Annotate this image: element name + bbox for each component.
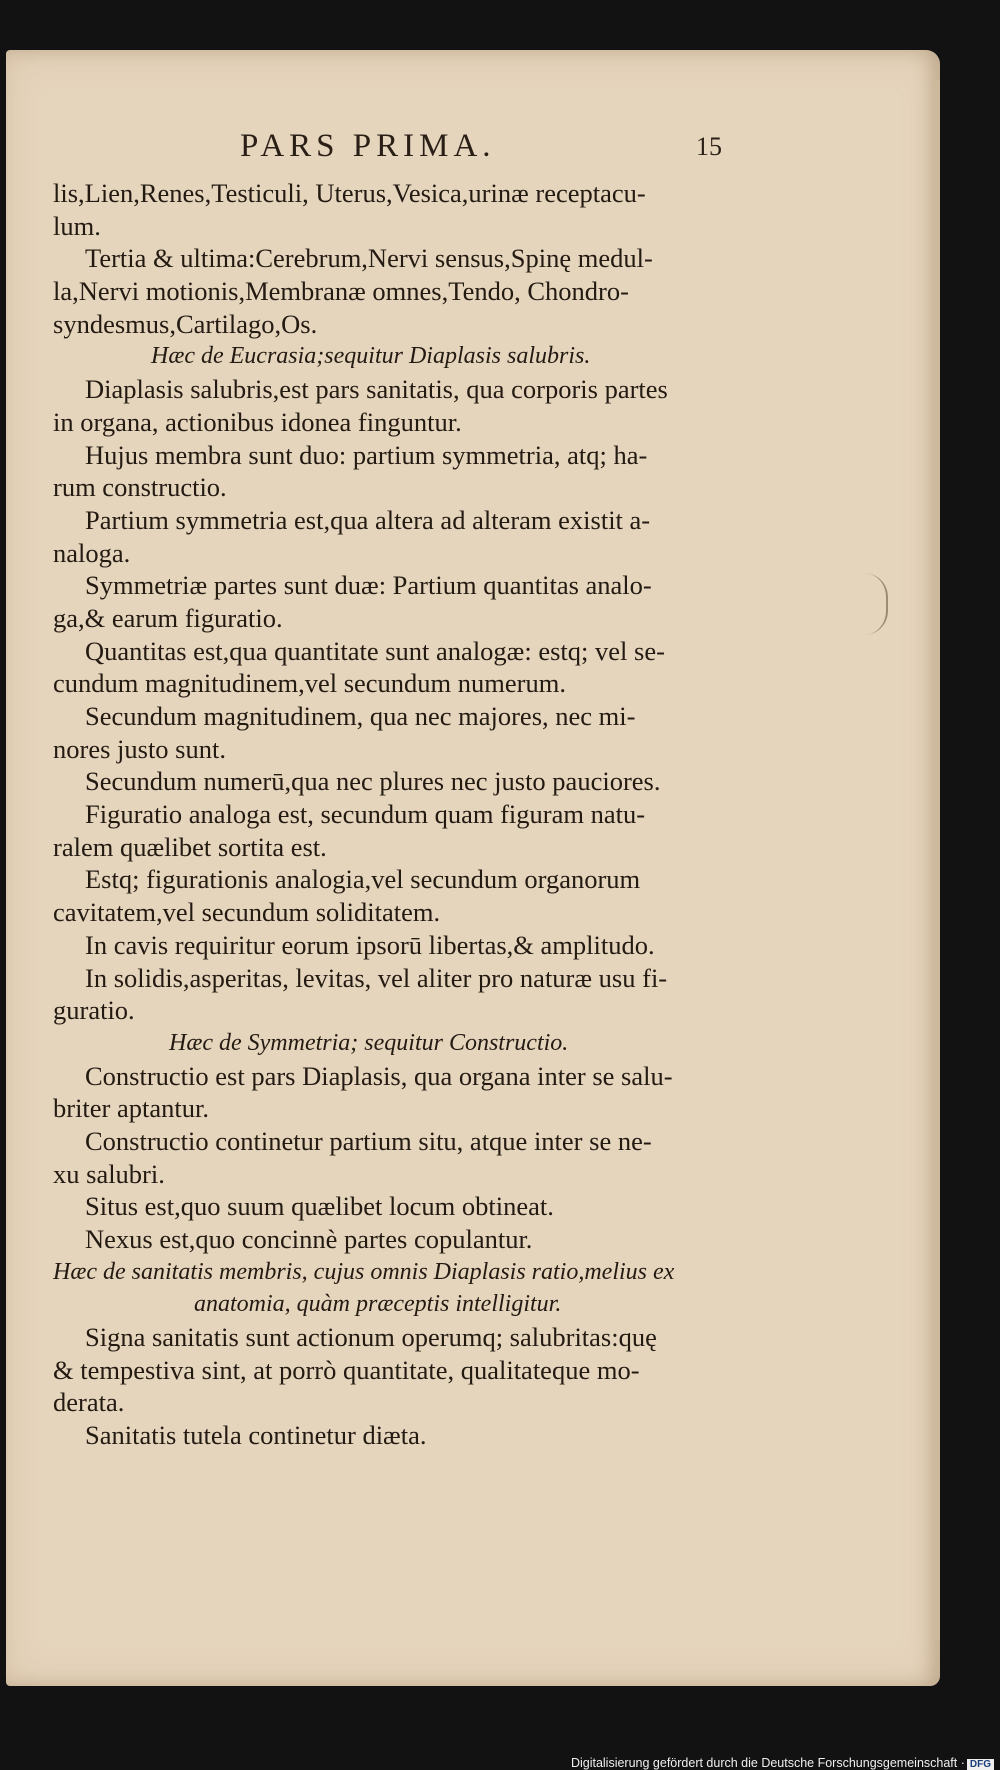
text-line: & tempestiva sint, at porrò quantitate, qualitateque mo-	[53, 1354, 640, 1385]
text-line: cavitatem,vel secundum soliditatem.	[53, 897, 441, 928]
text-line: Constructio continetur partium situ, atque inter se ne-	[85, 1125, 652, 1156]
text-line: ga,& earum figuratio.	[53, 602, 283, 633]
text-line: Secundum magnitudinem, qua nec majores, nec mi-	[85, 701, 636, 731]
text-line: Nexus est,quo concinnè partes copulantur.	[85, 1224, 533, 1254]
credit-text: Digitalisierung gefördert durch die Deutsche Forschungsgemeinschaft ·	[570, 1756, 965, 1770]
text-line: Situs est,quo suum quælibet locum obtineat.	[85, 1191, 554, 1222]
page-header	[0, 128, 1000, 168]
text-line: In solidis,asperitas, levitas, vel aliter pro naturæ usu fi-	[85, 962, 668, 993]
text-line: lum.	[53, 210, 101, 241]
text-line: Hujus membra sunt duo: partium symmetria, atq; ha-	[85, 439, 648, 470]
text-line: Diaplasis salubris,est pars sanitatis, qua corporis partes	[85, 374, 668, 405]
text-line: rum constructio.	[53, 472, 227, 503]
text-line: Figuratio analoga est, secundum quam figuram natu-	[85, 799, 646, 830]
section-heading-line: Hæc de sanitatis membris, cujus omnis Diaplasis ratio,melius ex	[53, 1258, 675, 1285]
text-line: nores justo sunt.	[53, 733, 226, 764]
text-line: lis,Lien,Renes,Testiculi, Uterus,Vesica,urinæ receptacu-	[53, 178, 646, 208]
running-head: PARS PRIMA.	[240, 128, 496, 164]
section-heading-line: Hæc de Eucrasia;sequitur Diaplasis salubris.	[151, 343, 591, 370]
dfg-logo-badge: DFG	[967, 1759, 994, 1770]
text-line: briter aptantur.	[53, 1093, 209, 1124]
margin-bracket-mark	[864, 573, 888, 635]
text-line: Sanitatis tutela continetur diæta.	[85, 1420, 427, 1451]
text-line: la,Nervi motionis,Membranæ omnes,Tendo, Chondro-	[53, 276, 629, 307]
text-line: Partium symmetria est,qua altera ad alteram existit a-	[85, 504, 651, 535]
text-line: Estq; figurationis analogia,vel secundum organorum	[85, 864, 641, 895]
text-line: derata.	[53, 1387, 125, 1418]
page-edge	[934, 80, 940, 1640]
text-line: Quantitas est,qua quantitate sunt analogæ: estq; vel se-	[85, 635, 665, 666]
text-line: guratio.	[53, 995, 135, 1026]
text-line: naloga.	[53, 537, 131, 568]
text-line: In cavis requiritur eorum ipsorū libertas,& amplitudo.	[85, 929, 655, 960]
text-line: Tertia & ultima:Cerebrum,Nervi sensus,Spinę medul-	[85, 243, 653, 274]
text-line: in organa, actionibus idonea finguntur.	[53, 406, 462, 437]
text-line: cundum magnitudinem,vel secundum numerum.	[53, 668, 566, 699]
body-text	[53, 177, 719, 1452]
text-line: Signa sanitatis sunt actionum operumq; salubritas:quę	[85, 1322, 657, 1353]
section-heading-line: anatomia, quàm præceptis intelligitur.	[194, 1291, 562, 1318]
text-line: Constructio est pars Diaplasis, qua organa inter se salu-	[85, 1060, 673, 1091]
digitization-credit	[571, 1756, 994, 1770]
text-line: xu salubri.	[53, 1158, 165, 1189]
text-line: Secundum numerū,qua nec plures nec justo pauciores.	[85, 766, 661, 797]
text-line: Symmetriæ partes sunt duæ: Partium quantitas analo-	[85, 570, 652, 601]
text-line: syndesmus,Cartilago,Os.	[53, 308, 318, 339]
section-heading-line: Hæc de Symmetria; sequitur Constructio.	[169, 1029, 569, 1056]
text-line: ralem quælibet sortita est.	[53, 831, 327, 862]
page-number: 15	[696, 132, 722, 161]
